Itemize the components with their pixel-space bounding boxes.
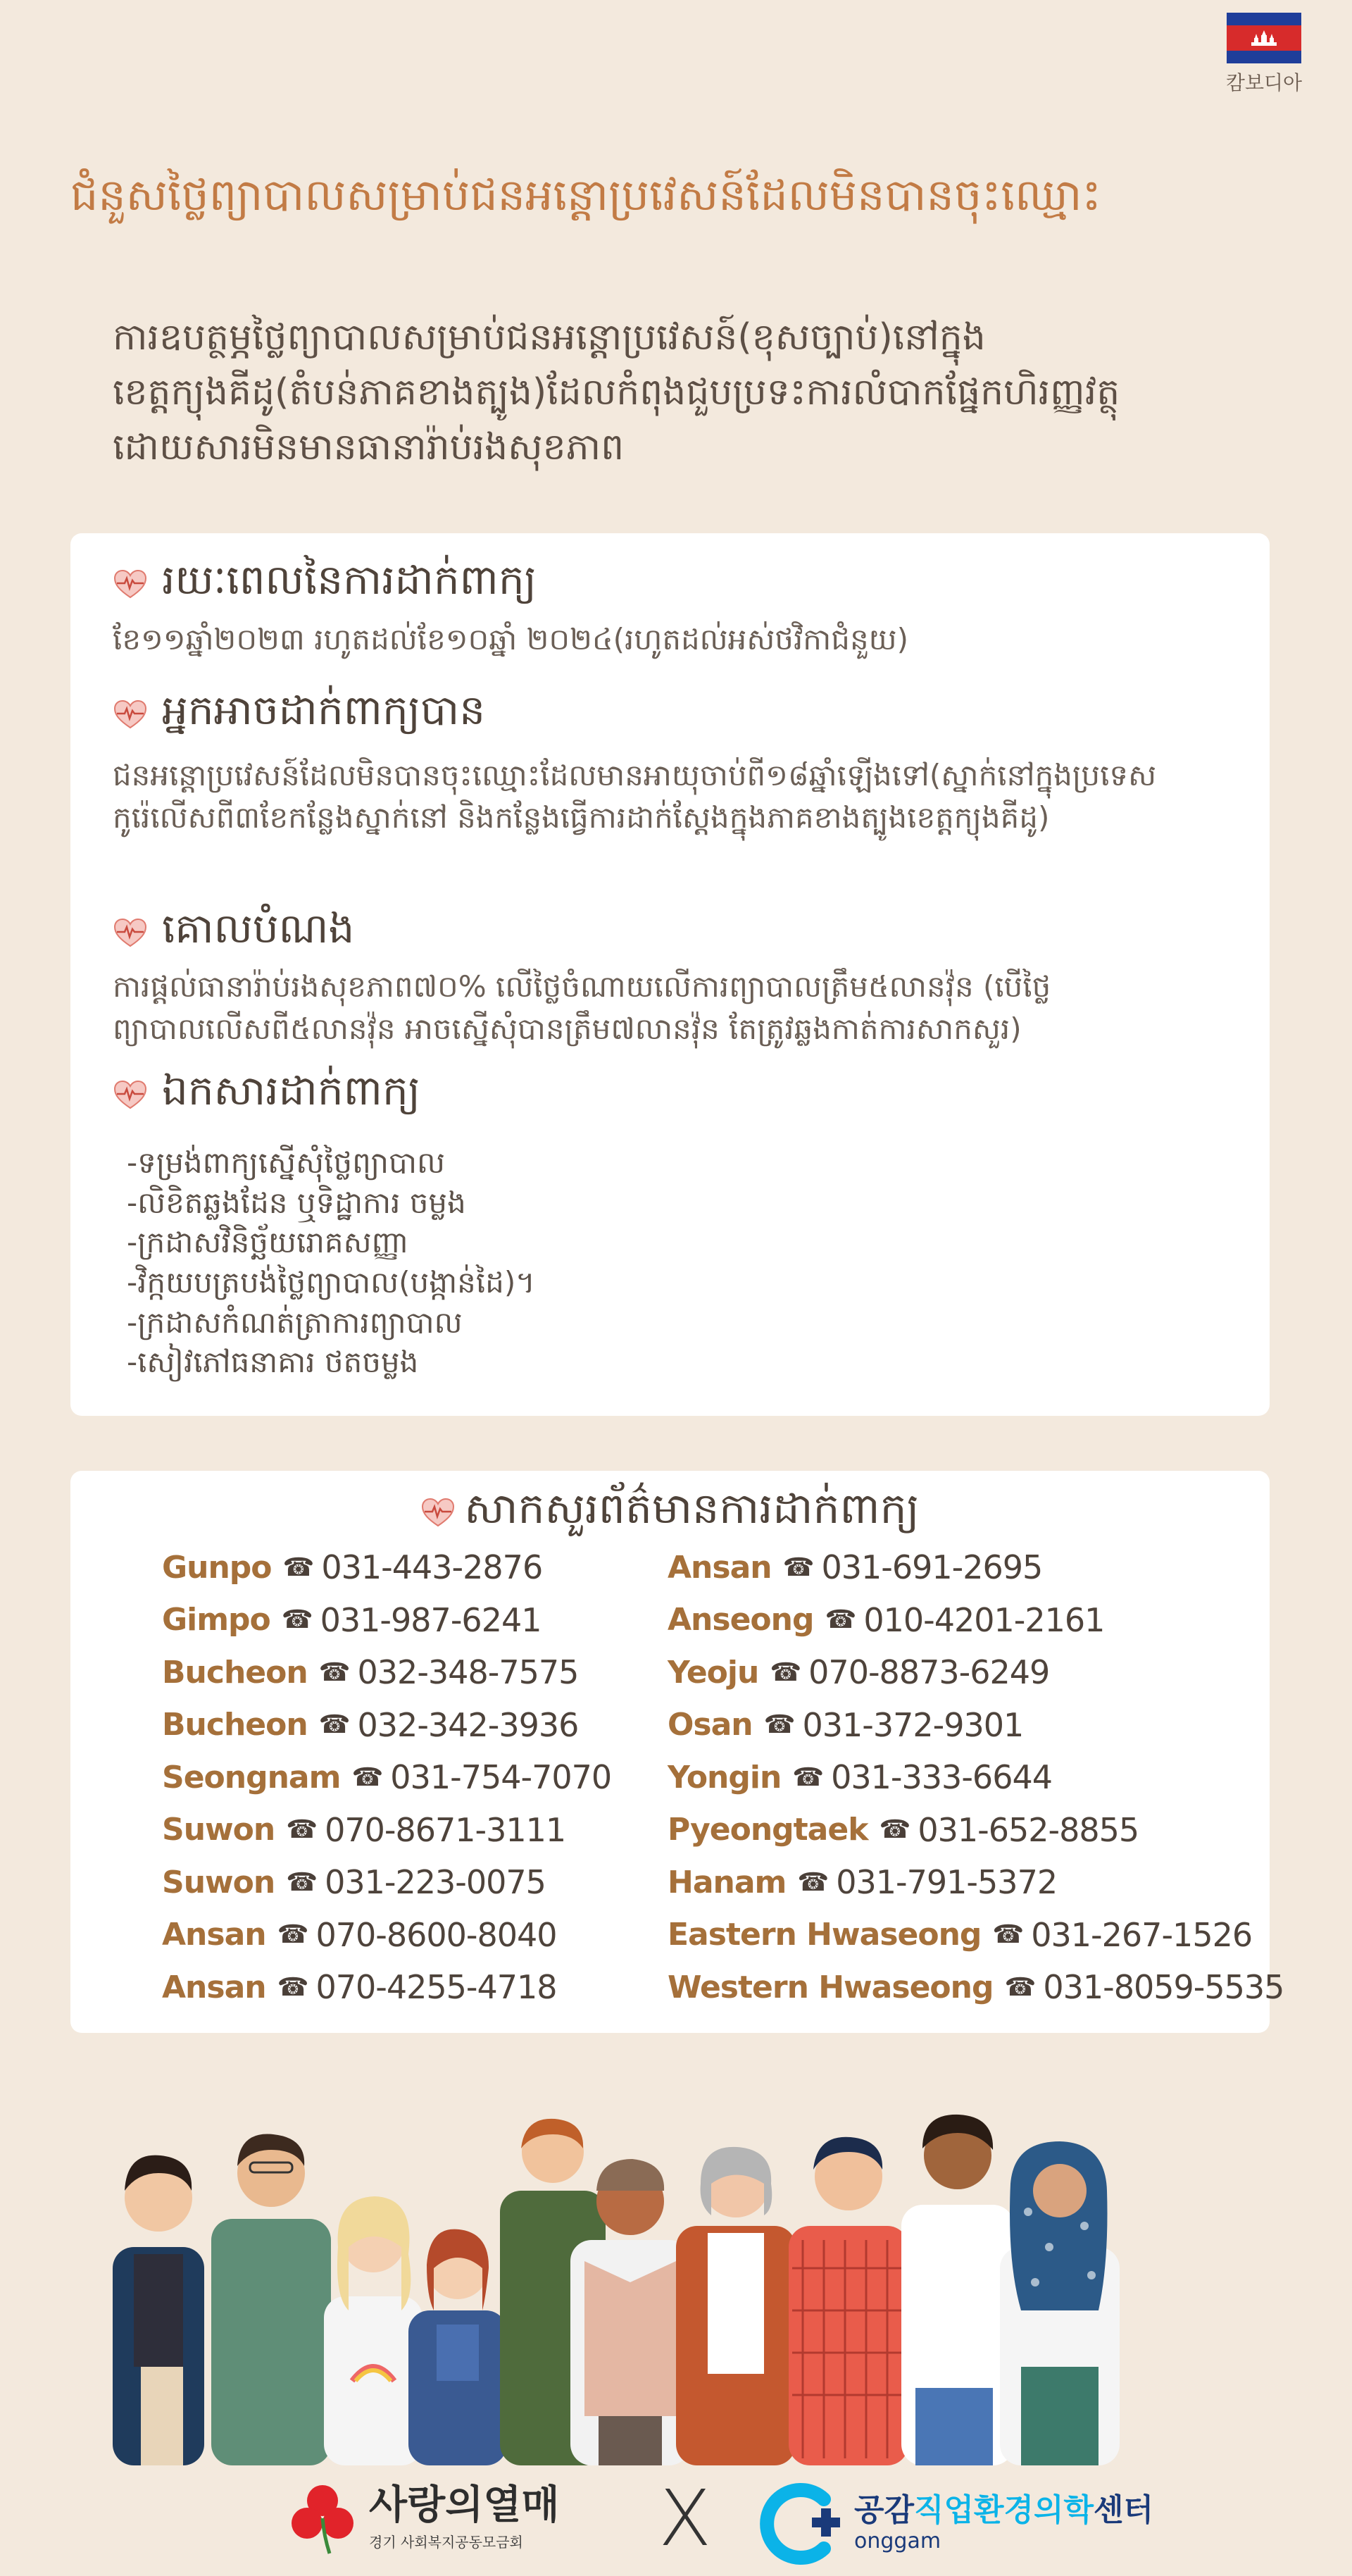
person-figure: [211, 2134, 331, 2465]
contact-row: [162, 1811, 565, 1849]
contact-list: [70, 1471, 1284, 2033]
contact-phone[interactable]: 031-267-1526: [1031, 1915, 1253, 1954]
logo-sarang-sub: 경기 사회복지공동모금회: [369, 2533, 523, 2551]
section-documents-title: ឯកសារដាក់ពាក្យ: [162, 1066, 421, 1114]
contact-row: [162, 1548, 542, 1586]
phone-icon: ☎: [879, 1815, 911, 1844]
section-documents: [113, 1065, 1239, 1383]
section-purpose-title: គោលបំណង: [162, 904, 355, 952]
contact-phone[interactable]: 031-443-2876: [321, 1548, 543, 1586]
contact-region: Bucheon: [162, 1654, 308, 1691]
phone-icon: ☎: [277, 1972, 309, 2002]
contact-row: [668, 1601, 1104, 1639]
contact-row: [162, 1968, 557, 2006]
phone-icon: ☎: [992, 1920, 1025, 1949]
contact-region: Suwon: [162, 1864, 275, 1900]
list-item: -ទម្រង់ពាក្យស្នើសុំថ្លៃព្យាបាល: [127, 1145, 445, 1180]
section-eligibility-title: អ្នកអាចដាក់ពាក្យបាន: [162, 686, 486, 734]
contact-phone[interactable]: 032-342-3936: [357, 1705, 579, 1744]
contact-phone[interactable]: 031-372-9301: [802, 1705, 1024, 1744]
contact-phone[interactable]: 070-8873-6249: [808, 1653, 1050, 1691]
phone-icon: ☎: [351, 1762, 384, 1792]
phone-icon: ☎: [763, 1710, 796, 1739]
page-title: ជំនួសថ្លៃព្យាបាលសម្រាប់ជនអន្តោប្រវេសន៍ដែលមិនបានចុះឈ្មោះ: [70, 169, 1101, 220]
contact-region: Ansan: [668, 1549, 772, 1586]
phone-icon: ☎: [792, 1762, 825, 1792]
logo-gonggam-name-sub: 직업환경의학: [914, 2491, 1094, 2528]
contact-phone[interactable]: 031-333-6644: [831, 1758, 1052, 1796]
list-item: -លិខិតឆ្លងដែន ឬទិដ្ឋាការ ចម្លង: [127, 1185, 466, 1220]
info-card: [70, 533, 1270, 1416]
phone-icon: ☎: [770, 1657, 802, 1687]
phone-icon: ☎: [1004, 1972, 1037, 2002]
heartbeat-icon: [113, 569, 148, 600]
contact-phone[interactable]: 031-8059-5535: [1043, 1968, 1284, 2006]
section-eligibility-body: ជនអន្តោប្រវេសន៍ដែលមិនបានចុះឈ្មោះដែលមានអាយុចាប់ពី១៨ឆ្នាំឡើងទៅ(ស្នាក់នៅក្នុងប្រទេសកូរ៉េលើសពី៣ខែកន្លែងស្នាក់នៅ និងកន្លែងធ្វើការដាក់ស្តែងក្នុងភាគខាងត្បូងខេត្តក្យុងគីដូ): [113, 758, 1157, 835]
contact-region: Ansan: [162, 1917, 266, 1953]
person-figure: [113, 2155, 204, 2465]
phone-icon: ☎: [782, 1553, 815, 1582]
contact-row: [668, 1916, 1252, 1954]
angkor-temple-icon: [1250, 30, 1278, 46]
heartbeat-icon: [113, 699, 148, 730]
heartbeat-icon: [113, 1080, 148, 1111]
contact-region: Hanam: [668, 1864, 787, 1900]
contact-phone[interactable]: 070-4255-4718: [315, 1968, 557, 2006]
contact-card: [70, 1471, 1284, 2033]
intro-text: ការឧបត្ថម្ភថ្លៃព្យាបាលសម្រាប់ជនអន្តោប្រវេសន៍(ខុសច្បាប់)នៅក្នុងខេត្តក្យុងគីដូ(តំបន់ភាគខាងត្បូង)ដែលកំពុងជួបប្រទះការលំបាកផ្នែកហិរញ្ញវត្ថុដោយសារមិនមានធានារ៉ាប់រងសុខភាព: [113, 316, 1120, 468]
phone-icon: ☎: [277, 1920, 309, 1949]
list-item: -ក្រដាសវិនិច្ឆ័យរោគសញ្ញា: [127, 1225, 409, 1260]
section-purpose: [113, 903, 1239, 1050]
gonggam-c-plus-logo-icon: [757, 2478, 849, 2570]
contact-region: Osan: [668, 1707, 753, 1743]
phone-icon: ☎: [286, 1815, 318, 1844]
contact-region: Yeoju: [668, 1654, 759, 1691]
section-period-body: ខែ១១ឆ្នាំ២០២៣ រហូតដល់ខែ១០ឆ្នាំ ២០២៤(រហូតដល់អស់ថវិកាជំនួយ): [113, 622, 908, 657]
contact-row: [162, 1601, 542, 1639]
fruit-of-love-logo-icon: [287, 2479, 358, 2557]
contact-row: [162, 1653, 578, 1691]
logo-sarang-name: 사랑의열매: [369, 2482, 560, 2528]
person-figure: [789, 2137, 908, 2465]
list-item: -សៀវភៅធនាគារ ថតចម្លង: [127, 1345, 419, 1380]
contact-phone[interactable]: 031-754-7070: [390, 1758, 612, 1796]
country-flag-badge: [1225, 13, 1303, 96]
country-label: 캄보디아: [1225, 71, 1303, 94]
diverse-people-illustration: [106, 2085, 1260, 2465]
person-figure: [1000, 2141, 1120, 2465]
contact-row: [668, 1968, 1284, 2006]
cambodia-flag-icon: [1227, 13, 1301, 63]
contact-phone[interactable]: 031-652-8855: [918, 1810, 1139, 1849]
logo-gonggam-name: [854, 2491, 1154, 2528]
section-eligibility: [113, 685, 1239, 838]
contact-row: [668, 1548, 1042, 1586]
phone-icon: ☎: [286, 1867, 318, 1897]
contact-region: Suwon: [162, 1812, 275, 1848]
list-item: -ក្រដាសកំណត់ត្រាការព្យាបាល: [127, 1305, 463, 1340]
contact-phone[interactable]: 031-691-2695: [821, 1548, 1043, 1586]
contact-row: [162, 1916, 557, 1954]
contact-region: Gimpo: [162, 1602, 270, 1638]
contact-row: [668, 1706, 1023, 1744]
collaboration-separator: X: [658, 2473, 712, 2563]
person-figure: [901, 2115, 1014, 2465]
documents-list: [113, 1143, 1239, 1383]
person-figure: [408, 2229, 507, 2465]
contact-title: សាកសួរព័ត៌មានការដាក់ពាក្យ: [464, 1484, 920, 1533]
phone-icon: ☎: [281, 1605, 313, 1634]
contact-region: Western Hwaseong: [668, 1969, 994, 2005]
logo-gonggam: [757, 2478, 1153, 2570]
phone-icon: ☎: [318, 1710, 351, 1739]
contact-phone[interactable]: 010-4201-2161: [863, 1600, 1105, 1639]
phone-icon: ☎: [797, 1867, 830, 1897]
contact-phone[interactable]: 031-791-5372: [836, 1863, 1058, 1901]
logo-gonggam-name-main: 공감: [854, 2491, 915, 2528]
list-item: -វិក្កយបត្របង់ថ្លៃព្យាបាល(បង្កាន់ដៃ)។: [127, 1265, 535, 1300]
contact-row: [162, 1758, 611, 1796]
logo-gonggam-name-tail: 센터: [1094, 2491, 1154, 2528]
contact-row: [162, 1706, 578, 1744]
logo-sarang: [287, 2479, 559, 2557]
footer: [0, 2465, 1352, 2576]
contact-region: Anseong: [668, 1602, 814, 1638]
contact-phone[interactable]: 070-8600-8040: [315, 1915, 557, 1954]
contact-phone[interactable]: 070-8671-3111: [325, 1810, 566, 1849]
contact-region: Seongnam: [162, 1759, 341, 1796]
contact-phone[interactable]: 032-348-7575: [357, 1653, 579, 1691]
section-purpose-body: ការផ្តល់ធានារ៉ាប់រងសុខភាព៧០% លើថ្លៃចំណាយលើការព្យាបាលត្រឹម៥លានវ៉ុន (បើថ្លៃព្យាបាលលើសពី៥លានវ៉ុន អាចស្នើសុំបានត្រឹម៧លានវ៉ុន តែត្រូវឆ្លងកាត់ការសាកសួរ): [113, 969, 1051, 1046]
contact-region: Eastern Hwaseong: [668, 1917, 982, 1953]
contact-region: Bucheon: [162, 1707, 308, 1743]
contact-region: Pyeongtaek: [668, 1812, 868, 1848]
person-figure: [676, 2147, 796, 2465]
logo-gonggam-en: onggam: [854, 2528, 941, 2553]
contact-phone[interactable]: 031-223-0075: [325, 1863, 546, 1901]
heartbeat-icon: [113, 918, 148, 949]
contact-phone[interactable]: 031-987-6241: [320, 1600, 542, 1639]
contact-row: [668, 1653, 1049, 1691]
contact-row: [668, 1811, 1139, 1849]
section-period-title: រយៈពេលនៃការដាក់ពាក្យ: [162, 556, 537, 604]
phone-icon: ☎: [282, 1553, 315, 1582]
person-figure: [324, 2196, 423, 2465]
phone-icon: ☎: [318, 1657, 351, 1687]
contact-region: Ansan: [162, 1969, 266, 2005]
phone-icon: ☎: [825, 1605, 857, 1634]
contact-region: Yongin: [668, 1759, 782, 1796]
contact-row: [668, 1863, 1057, 1901]
contact-region: Gunpo: [162, 1549, 272, 1586]
section-period: [113, 554, 1239, 661]
contact-row: [668, 1758, 1052, 1796]
contact-row: [162, 1863, 546, 1901]
